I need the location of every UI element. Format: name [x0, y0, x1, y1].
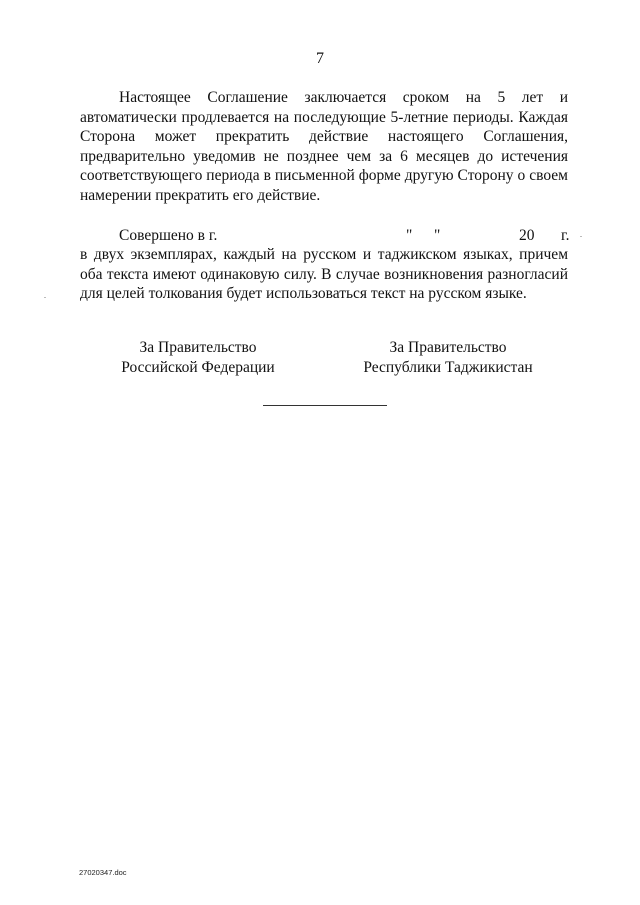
year-suffix: г. [561, 227, 570, 244]
year-prefix: 20 [519, 227, 535, 244]
signing-place-date-line [80, 226, 568, 246]
date-quote-open: " [406, 227, 413, 244]
signature-block-russia [108, 338, 288, 377]
copies-language-paragraph: в двух экземплярах, каждый на русском и таджикском языках, причем оба текста имеют одинаковую силу. В случае возникновения разногласий для целей толкования будет использоваться текст на русском языке. [80, 246, 568, 303]
signature-russia-line1: За Правительство [139, 339, 257, 356]
end-divider-line [263, 405, 387, 406]
signature-tajikistan-line1: За Правительство [389, 339, 507, 356]
signature-russia-line2: Российской Федерации [121, 358, 275, 376]
date-quote-close: " [434, 227, 441, 244]
signature-tajikistan-line2: Республики Таджикистан [363, 358, 533, 376]
scan-speck [580, 236, 582, 237]
agreement-term-paragraph: Настоящее Соглашение заключается сроком на 5 лет и автоматически продлевается на последующие 5-летние периоды. Каждая Сторона может прекратить действие настоящего Соглашения, предварительно уведомив не позднее чем за 6 месяцев до истечения соответствующего периода в письменной форме другую Сторону о своем намерении прекратить его действие. [80, 89, 568, 204]
scan-speck [44, 297, 46, 298]
footer-filename: 27020347.doc [79, 868, 127, 877]
signing-place-label: Совершено в г. [119, 227, 218, 244]
page-number: 7 [316, 50, 324, 67]
signature-block-tajikistan [342, 338, 554, 377]
